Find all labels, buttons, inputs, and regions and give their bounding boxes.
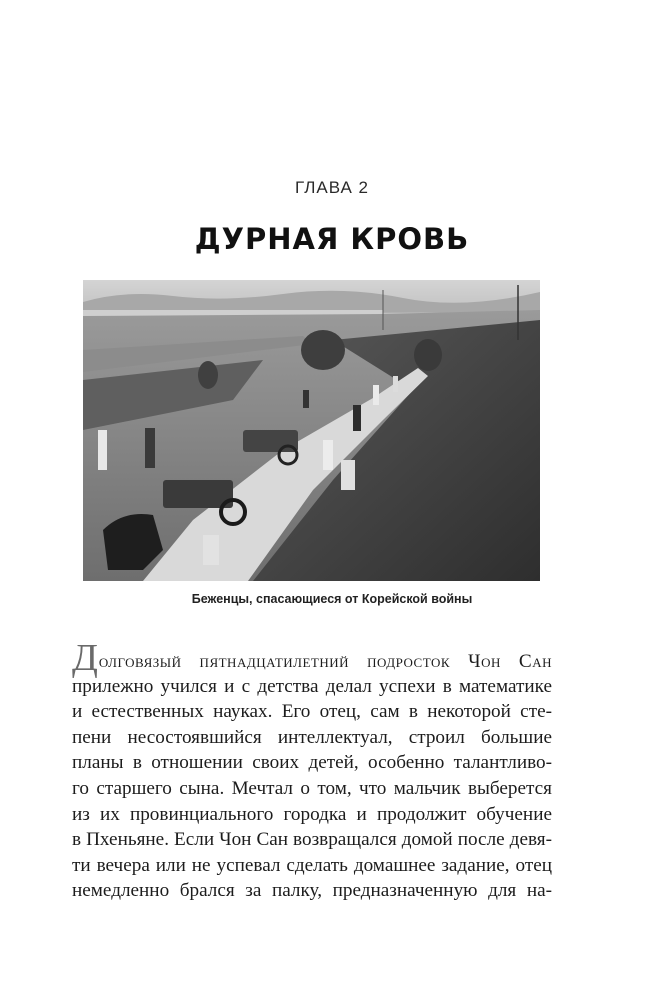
body-paragraph (72, 637, 552, 904)
text-line: пени несостоявшийся интеллектуал, строил большие (72, 726, 552, 748)
drop-cap: Д (72, 637, 98, 679)
text-line: прилежно учился и с детства делал успехи в математике (72, 675, 552, 697)
tree (198, 361, 218, 389)
photo-caption: Беженцы, спасающиеся от Корейской войны (191, 592, 473, 606)
text-line: в Пхеньяне. Если Чон Сан возвращался домой после девя- (72, 829, 552, 851)
opening-words: олговязый пятнадцатилетний подросток Чон Сан (98, 651, 552, 672)
tree (301, 330, 345, 370)
text-line: немедленно брался за палку, предназначенную для на- (72, 880, 552, 902)
text-line: и естественных науках. Его отец, сам в некоторой сте- (72, 701, 552, 723)
photo-illustration (83, 280, 540, 581)
refugees-photo (83, 280, 540, 581)
text-line: из их провинциального городка и продолжит обучение (72, 803, 552, 825)
chapter-label: ГЛАВА 2 (294, 178, 370, 197)
text-line: планы в отношении своих детей, особенно талантливо- (72, 752, 552, 774)
tree (414, 339, 442, 371)
text-line: ти вечера или не успевал сделать домашнее задание, отец (72, 854, 552, 876)
text-line: го старшего сына. Мечтал о том, что мальчик выберется (72, 777, 552, 799)
text-line (72, 637, 552, 679)
chapter-title: ДУРНАЯ КРОВЬ (194, 222, 470, 256)
